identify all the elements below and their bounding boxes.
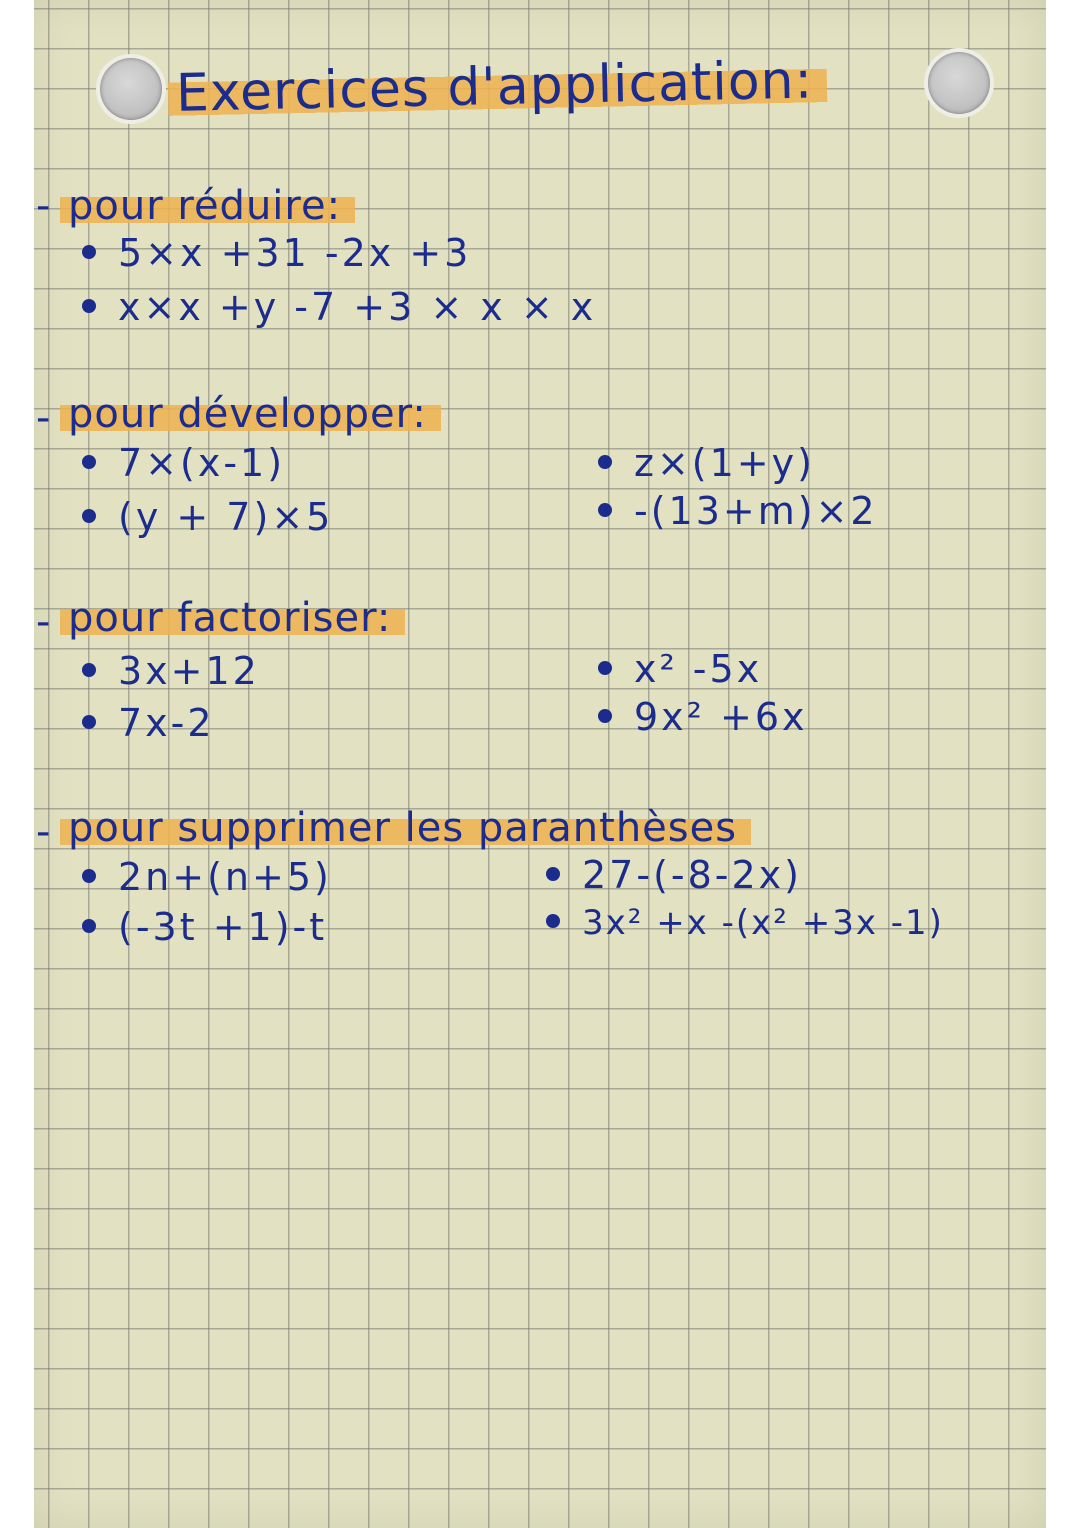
exercise-item <box>598 441 815 485</box>
exercise-expression: 7x-2 <box>118 701 215 745</box>
section-dash: - <box>36 599 51 645</box>
section-heading-reduire: pour réduire: <box>60 186 355 226</box>
exercise-expression: 5×x +31 -2x +3 <box>118 231 472 275</box>
exercise-item <box>82 701 215 745</box>
exercise-expression: 3x+12 <box>118 649 260 693</box>
section-dash: - <box>36 809 51 855</box>
bullet-dot <box>82 869 96 883</box>
bullet-dot <box>82 245 96 259</box>
exercise-expression: 7×(x-1) <box>118 441 286 485</box>
exercise-expression: 27-(-8-2x) <box>582 853 802 897</box>
bullet-dot <box>82 299 96 313</box>
graph-paper-sheet <box>34 0 1046 1528</box>
exercise-expression: 3x² +x -(x² +3x -1) <box>582 903 944 943</box>
punch-hole-left <box>100 58 162 120</box>
bullet-dot <box>546 867 560 881</box>
bullet-dot <box>598 709 612 723</box>
section-dash: - <box>36 395 51 441</box>
section-dash: - <box>36 183 51 229</box>
bullet-dot <box>598 455 612 469</box>
bullet-dot <box>82 715 96 729</box>
bullet-dot <box>82 455 96 469</box>
exercise-item <box>598 489 878 533</box>
exercise-item <box>598 695 808 739</box>
exercise-expression: x×x +y -7 +3 × x × x <box>118 285 597 329</box>
exercise-item <box>82 855 332 899</box>
exercise-item <box>546 903 944 943</box>
bullet-dot <box>82 509 96 523</box>
page-title: Exercices d'application: <box>167 54 827 120</box>
exercise-item <box>82 285 597 329</box>
exercise-expression: (y + 7)×5 <box>118 495 334 539</box>
bullet-dot <box>82 663 96 677</box>
exercise-expression: 2n+(n+5) <box>118 855 332 899</box>
bullet-dot <box>82 919 96 933</box>
exercise-expression: x² -5x <box>634 647 763 691</box>
exercise-item <box>598 647 763 691</box>
exercise-item <box>82 231 472 275</box>
exercise-item <box>82 649 260 693</box>
exercise-item <box>546 853 802 897</box>
exercise-item <box>82 905 328 949</box>
exercise-item <box>82 441 286 485</box>
punch-hole-right <box>928 52 990 114</box>
section-heading-developper: pour développer: <box>60 394 441 434</box>
bullet-dot <box>598 503 612 517</box>
exercise-expression: z×(1+y) <box>634 441 815 485</box>
section-heading-supprimer: pour supprimer les paranthèses <box>60 808 751 848</box>
exercise-expression: -(13+m)×2 <box>634 489 878 533</box>
bullet-dot <box>598 661 612 675</box>
exercise-expression: (-3t +1)-t <box>118 905 328 949</box>
exercise-expression: 9x² +6x <box>634 695 808 739</box>
exercise-item <box>82 495 334 539</box>
section-heading-factoriser: pour factoriser: <box>60 598 405 638</box>
bullet-dot <box>546 914 560 928</box>
